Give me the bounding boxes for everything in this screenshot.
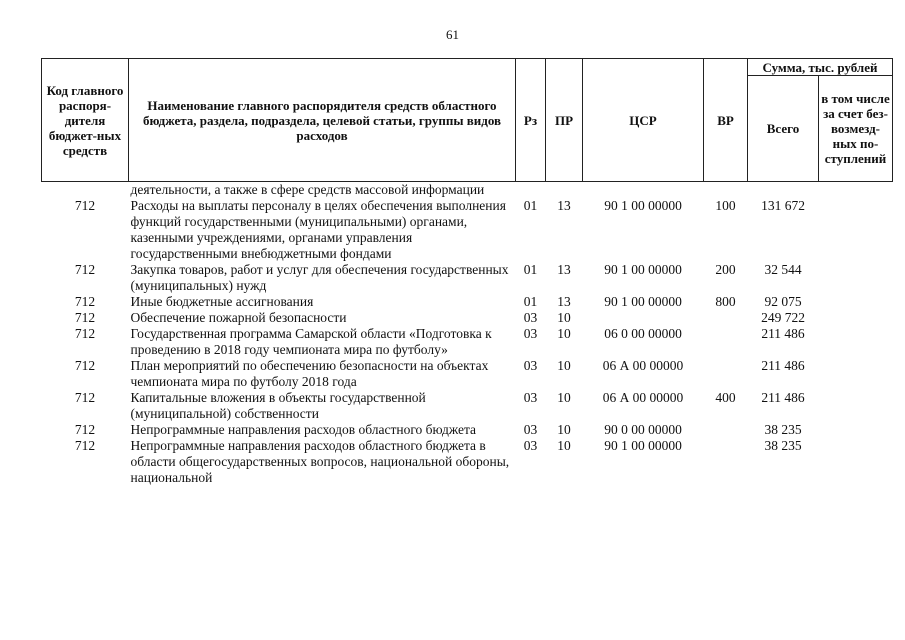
cell-free <box>819 294 893 310</box>
cell-rz: 01 <box>523 294 538 309</box>
cell-pr: 10 <box>557 326 571 341</box>
cell-vr <box>704 422 748 438</box>
table-row <box>42 198 893 262</box>
cell-csr: 90 1 00 00000 <box>604 438 682 453</box>
cell-rz: 03 <box>523 326 538 341</box>
table-header <box>42 59 893 182</box>
cell-name: Расходы на выплаты персоналу в целях обеспечения выполнения функций государственными (муниципальными) органами, казенными учреждениями, органами управления государственными внебюджетными фондами <box>130 198 506 261</box>
cell-code: 712 <box>74 438 96 453</box>
page-number: 61 <box>446 27 459 42</box>
cell-code: 712 <box>74 294 96 309</box>
cell-free <box>819 310 893 326</box>
cell-vr: 800 <box>715 294 736 309</box>
cell-pr: 13 <box>557 198 571 213</box>
cell-name: Иные бюджетные ассигнования <box>130 294 314 309</box>
cell-rz <box>516 182 546 199</box>
table-row <box>42 262 893 294</box>
cell-rz: 01 <box>523 198 538 213</box>
header-csr: ЦСР <box>583 59 704 182</box>
cell-rz: 03 <box>523 310 538 325</box>
header-sum-group: Сумма, тыс. рублей <box>748 59 893 76</box>
cell-name: Закупка товаров, работ и услуг для обеспечения государственных (муниципальных) нужд <box>130 262 509 293</box>
cell-pr <box>546 182 583 199</box>
header-rz: Рз <box>516 59 546 182</box>
cell-rz: 03 <box>523 358 538 373</box>
table-row <box>42 310 893 326</box>
header-code: Код главного распоря-дителя бюджет-ных средств <box>42 59 129 182</box>
cell-pr: 13 <box>557 262 571 277</box>
header-name: Наименование главного распорядителя средств областного бюджета, раздела, подраздела, целевой статьи, группы видов расходов <box>129 59 516 182</box>
cell-total: 211 486 <box>761 326 805 341</box>
cell-total: 38 235 <box>764 438 802 453</box>
cell-csr: 90 1 00 00000 <box>604 262 682 277</box>
cell-total: 131 672 <box>761 198 805 213</box>
cell-csr: 90 1 00 00000 <box>604 198 682 213</box>
cell-free <box>819 198 893 262</box>
cell-free <box>819 262 893 294</box>
cell-rz: 03 <box>523 438 538 453</box>
cell-free <box>819 358 893 390</box>
cell-pr: 10 <box>557 390 571 405</box>
cell-name: Капитальные вложения в объекты государственной (муниципальной) собственности <box>130 390 426 421</box>
header-free: в том числе за счет без-возмезд-ных по-ступлений <box>819 76 893 182</box>
cell-code: 712 <box>74 358 96 373</box>
cell-name: План мероприятий по обеспечению безопасности на объектах чемпионата мира по футболу 2018 года <box>130 358 489 389</box>
cell-total: 92 075 <box>764 294 802 309</box>
cell-code: 712 <box>74 390 96 405</box>
cell-vr <box>704 310 748 326</box>
table-row <box>42 294 893 310</box>
cell-pr: 13 <box>557 294 571 309</box>
cell-name: Непрограммные направления расходов областного бюджета <box>130 422 477 437</box>
cell-name: деятельности, а также в сфере средств массовой информации <box>130 182 485 197</box>
cell-total: 211 486 <box>761 358 805 373</box>
cell-csr: 06 А 00 00000 <box>602 390 684 405</box>
cell-total: 211 486 <box>761 390 805 405</box>
table-row <box>42 182 893 199</box>
cell-name: Государственная программа Самарской области «Подготовка к проведению в 2018 году чемпионата мира по футболу» <box>130 326 492 357</box>
cell-vr: 400 <box>715 390 736 405</box>
cell-code: 712 <box>74 198 96 213</box>
cell-code <box>42 182 129 199</box>
cell-pr: 10 <box>557 438 571 453</box>
cell-free <box>819 182 893 199</box>
cell-rz: 03 <box>523 390 538 405</box>
cell-vr <box>704 326 748 358</box>
cell-csr <box>583 310 704 326</box>
cell-vr: 200 <box>715 262 736 277</box>
budget-table <box>41 58 893 486</box>
cell-name: Непрограммные направления расходов областного бюджета в области общегосударственных вопросов, национальной обороны, национальной <box>130 438 510 485</box>
cell-pr: 10 <box>557 310 571 325</box>
cell-total: 249 722 <box>761 310 805 325</box>
cell-rz: 03 <box>523 422 538 437</box>
cell-csr: 06 А 00 00000 <box>602 358 684 373</box>
cell-free <box>819 390 893 422</box>
cell-csr: 06 0 00 00000 <box>604 326 682 341</box>
cell-free <box>819 422 893 438</box>
cell-pr: 10 <box>557 358 571 373</box>
cell-code: 712 <box>74 422 96 437</box>
table-row <box>42 422 893 438</box>
cell-free <box>819 326 893 358</box>
cell-total: 32 544 <box>764 262 802 277</box>
table-row <box>42 358 893 390</box>
cell-pr: 10 <box>557 422 571 437</box>
cell-vr <box>704 182 748 199</box>
cell-csr <box>583 182 704 199</box>
table-row <box>42 390 893 422</box>
cell-vr <box>704 358 748 390</box>
cell-code: 712 <box>74 262 96 277</box>
cell-rz: 01 <box>523 262 538 277</box>
cell-total: 38 235 <box>764 422 802 437</box>
cell-vr: 100 <box>715 198 736 213</box>
header-vr: ВР <box>704 59 748 182</box>
table-row <box>42 438 893 486</box>
cell-name: Обеспечение пожарной безопасности <box>130 310 347 325</box>
table-row <box>42 326 893 358</box>
cell-code: 712 <box>74 310 96 325</box>
cell-total <box>748 182 819 199</box>
cell-csr: 90 1 00 00000 <box>604 294 682 309</box>
cell-code: 712 <box>74 326 96 341</box>
header-total: Всего <box>748 76 819 182</box>
cell-vr <box>704 438 748 486</box>
header-pr: ПР <box>546 59 583 182</box>
table-body <box>42 182 893 487</box>
cell-free <box>819 438 893 486</box>
cell-csr: 90 0 00 00000 <box>604 422 682 437</box>
